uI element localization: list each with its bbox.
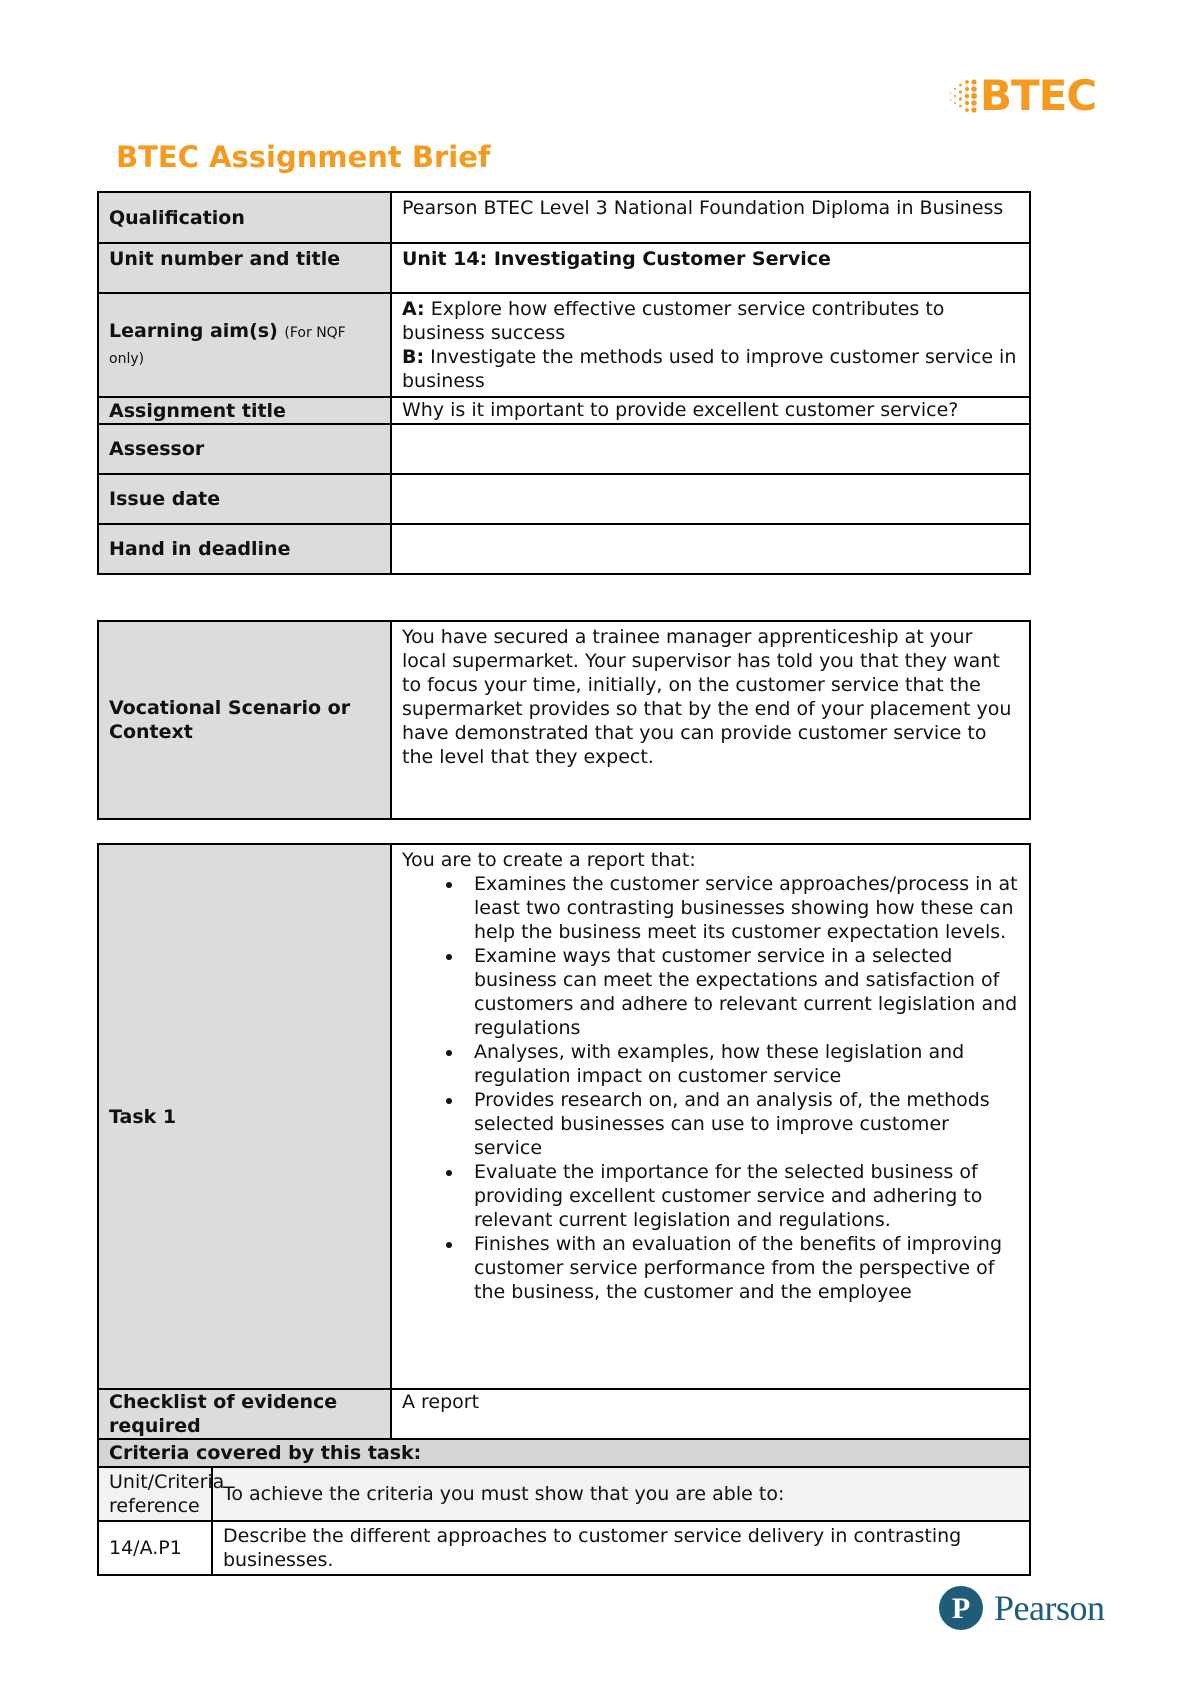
checklist-value: A report (391, 1389, 1030, 1442)
learning-aims-label (98, 293, 391, 397)
qualification-label: Qualification (98, 192, 391, 243)
pearson-logo (938, 1585, 1104, 1631)
btec-dots-icon (948, 74, 978, 118)
table-row (98, 524, 1030, 574)
table-row (98, 243, 1030, 293)
criteria-ref: 14/A.P1 (98, 1521, 212, 1575)
issue-date-label: Issue date (98, 474, 391, 524)
task-label: Task 1 (98, 844, 391, 1389)
btec-logo (948, 71, 1097, 120)
list-item: • Examines the customer service approaches/process in at least two contrasting businesses showing how these can help the business meet its customer expectation levels. (464, 872, 1019, 944)
list-item: • Evaluate the importance for the selected business of providing excellent customer service and adhering to relevant current legislation and regulations. (464, 1160, 1019, 1232)
scenario-table (97, 620, 1031, 820)
task-intro: You are to create a report that: (402, 849, 696, 871)
list-item: • Analyses, with examples, how these legislation and regulation impact on customer service (464, 1040, 1019, 1088)
learning-aim-b (402, 345, 1019, 393)
assessor-value (391, 424, 1030, 474)
learning-aims-value (391, 293, 1030, 397)
assignment-title-label: Assignment title (98, 397, 391, 424)
assignment-title-value: Why is it important to provide excellent customer service? (391, 397, 1030, 424)
checklist-label: Checklist of evidence required (98, 1389, 391, 1442)
scenario-text: You have secured a trainee manager apprenticeship at your local supermarket. Your supervisor has told you that they want to focus your time, initially, on the customer service that the supermarket provides so that by the end of your placement you have demonstrated that you can provide customer service to the level that they expect. (391, 621, 1030, 819)
assignment-info-table (97, 191, 1031, 575)
learning-aims-note: (For NQF only) (109, 325, 346, 367)
table-row (98, 1521, 1030, 1575)
table-row (98, 293, 1030, 397)
table-row (98, 1389, 1030, 1442)
pearson-mark-letter: P (951, 1592, 971, 1625)
table-row (98, 474, 1030, 524)
table-row (98, 1439, 1030, 1467)
pearson-logo-text: Pearson (994, 1588, 1105, 1628)
btec-logo-text: BTEC (980, 71, 1097, 120)
unit-label: Unit number and title (98, 243, 391, 293)
task-content (391, 844, 1030, 1389)
table-row (98, 844, 1030, 1389)
pearson-p-icon (938, 1585, 984, 1631)
table-row (98, 192, 1030, 243)
criteria-ref-header: Unit/Criteria reference (98, 1467, 212, 1521)
table-row (98, 1467, 1030, 1521)
criteria-desc-header: To achieve the criteria you must show that you are able to: (212, 1467, 1030, 1521)
aim-text: Explore how effective customer service contributes to business success (402, 298, 945, 344)
scenario-label: Vocational Scenario or Context (98, 621, 391, 819)
learning-aim-a (402, 297, 1019, 345)
table-row (98, 397, 1030, 424)
criteria-desc: Describe the different approaches to customer service delivery in contrasting businesses. (212, 1521, 1030, 1575)
list-item: • Provides research on, and an analysis of, the methods selected businesses can use to improve customer service (464, 1088, 1019, 1160)
deadline-value (391, 524, 1030, 574)
deadline-label: Hand in deadline (98, 524, 391, 574)
page-title: BTEC Assignment Brief (116, 140, 491, 174)
task-table (97, 843, 1031, 1443)
aim-prefix: A: (402, 298, 425, 320)
unit-value: Unit 14: Investigating Customer Service (391, 243, 1030, 293)
table-row (98, 424, 1030, 474)
task-bullet-list (402, 872, 1019, 1304)
learning-aims-label-text: Learning aim(s) (109, 320, 278, 342)
assessor-label: Assessor (98, 424, 391, 474)
table-row (98, 621, 1030, 819)
list-item: • Finishes with an evaluation of the benefits of improving customer service performance from the perspective of the business, the customer and the employee (464, 1232, 1019, 1304)
criteria-table (97, 1438, 1031, 1576)
aim-text: Investigate the methods used to improve customer service in business (402, 346, 1017, 392)
criteria-header: Criteria covered by this task: (98, 1439, 1030, 1467)
list-item: • Examine ways that customer service in a selected business can meet the expectations and satisfaction of customers and adhere to relevant current legislation and regulations (464, 944, 1019, 1040)
aim-prefix: B: (402, 346, 425, 368)
issue-date-value (391, 474, 1030, 524)
qualification-value: Pearson BTEC Level 3 National Foundation Diploma in Business (391, 192, 1030, 243)
